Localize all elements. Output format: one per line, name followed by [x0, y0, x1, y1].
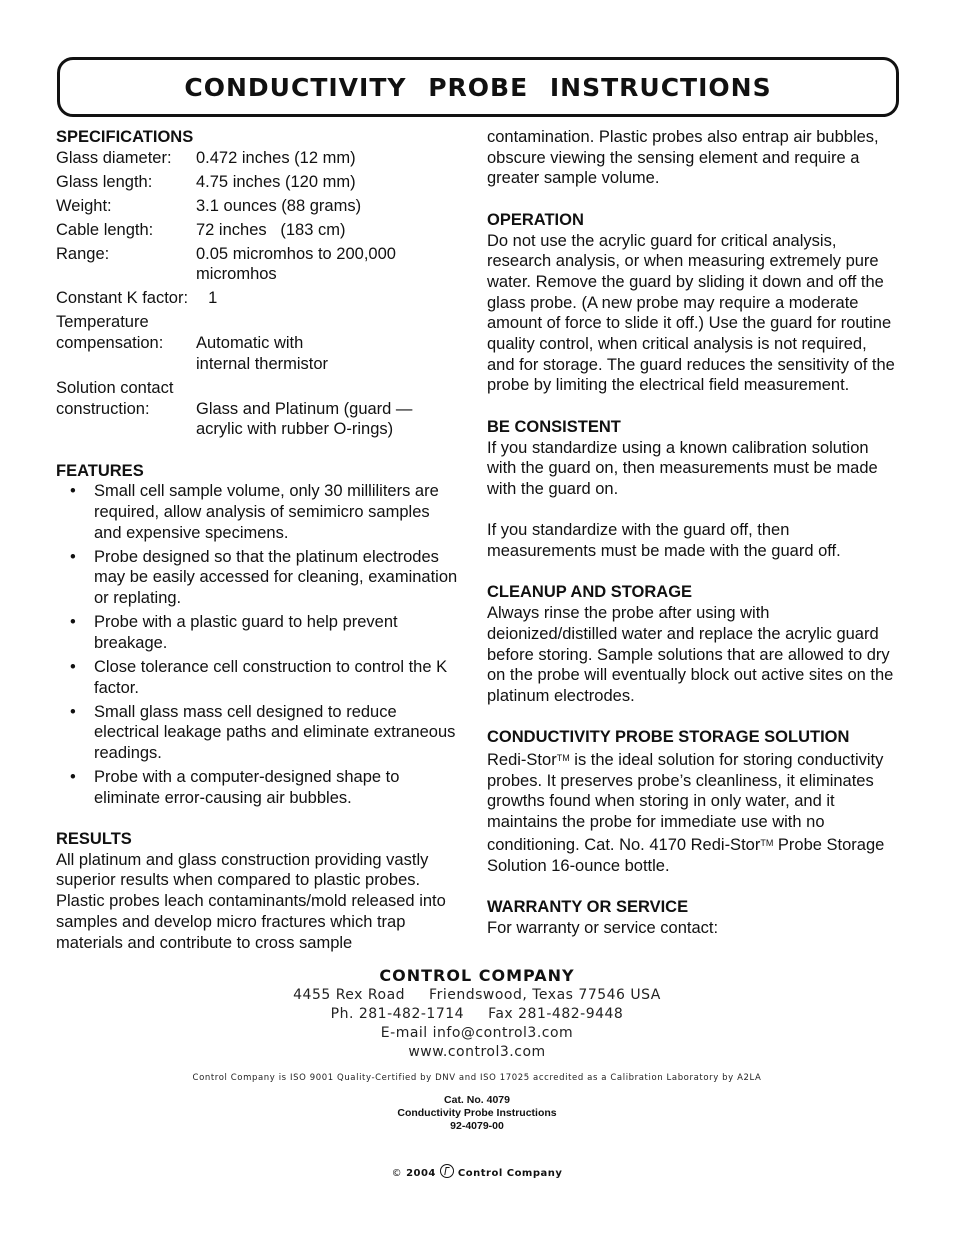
features-section: [56, 461, 460, 809]
spec-cable-length: [56, 220, 460, 241]
list-item: [56, 702, 460, 764]
copyright-symbol: ©: [391, 1168, 403, 1179]
fax: Fax 281-482-9448: [488, 1006, 624, 1022]
spec-label: Range:: [56, 244, 110, 263]
operation-section: [487, 210, 897, 396]
spec-label: Temperature: [56, 313, 149, 332]
trademark: TM: [556, 753, 570, 764]
consistent-heading: BE CONSISTENT: [487, 417, 621, 436]
spec-value: 4.75 inches (120 mm): [196, 172, 356, 191]
email[interactable]: E-mail info@control3.com: [380, 1025, 574, 1041]
feature-text: Probe designed so that the platinum electrodes may be easily accessed for cleaning, examination or replating.: [94, 547, 458, 608]
spec-value: [196, 333, 460, 374]
spec-value: 0.472 inches (12 mm): [196, 148, 356, 167]
results-section: [56, 829, 460, 953]
spec-label: compensation:: [56, 334, 164, 353]
right-column: [487, 127, 897, 938]
iso-statement: Control Company is ISO 9001 Quality-Certified by DNV and ISO 17025 accredited as a Calibration Laboratory by A2LA: [192, 1073, 762, 1083]
spec-glass-diameter: [56, 148, 460, 169]
storage-text-b: Probe Storage Solution 16-ounce bottle.: [487, 835, 885, 875]
feature-text: Small glass mass cell designed to reduce electrical leakage paths and eliminate extraneous readings.: [94, 702, 456, 762]
spec-constant: [56, 288, 460, 309]
list-item: [56, 612, 460, 653]
storage-text-a: is the ideal solution for storing conductivity probes. It preserves probe’s cleanliness, it eliminates growths found when storing in only water, and it maintains the probe for immediate use with no conditioning. Cat. No. 4170 Redi-Stor: [487, 751, 884, 854]
spec-value: 3.1 ounces (88 grams): [196, 196, 362, 215]
copyright-line: [0, 1164, 954, 1179]
specifications-heading: SPECIFICATIONS: [56, 128, 194, 146]
list-item: [56, 547, 460, 609]
operation-text: Do not use the acrylic guard for critical analysis, research analysis, or when measuring extremely pure water. Remove the guard by sliding it down and off the glass probe. (A new probe may require a moderate amount of force to slide it off.) Use the guard for routine quality control, when critical analysis is not required, and for storage. The guard reduces the sensitivity of the probe by limiting the electrical field measurement.: [487, 231, 895, 395]
specifications-section: [56, 127, 460, 440]
spec-value-line: Automatic with: [196, 334, 304, 353]
bullet-icon: •: [70, 547, 76, 566]
list-item: [56, 657, 460, 698]
spec-temperature: [56, 333, 460, 374]
features-heading: FEATURES: [56, 461, 144, 480]
spec-value: Glass and Platinum (guard — acrylic with rubber O-rings): [196, 399, 413, 439]
feature-text: Small cell sample volume, only 30 milliliters are required, allow analysis of semimicro samples and expensive specimens.: [94, 482, 439, 542]
cat-number: Cat. No. 4079: [444, 1094, 510, 1106]
warranty-section: [487, 897, 897, 938]
results-heading: RESULTS: [56, 830, 132, 849]
spec-glass-length: [56, 172, 460, 193]
results-text: All platinum and glass construction providing vastly superior results when compared to plastic probes. Plastic probes leach contaminants/mold released into samples and develop micro fractures which trap materials and contribute to cross sample: [56, 850, 446, 952]
spec-value-line: internal thermistor: [196, 354, 329, 373]
spec-range: [56, 244, 460, 285]
list-item: [56, 767, 460, 808]
cleanup-heading: CLEANUP AND STORAGE: [487, 583, 693, 602]
cleanup-section: [487, 582, 897, 706]
title-banner: [57, 57, 899, 117]
spec-label: construction:: [56, 399, 150, 418]
spec-label: Constant K factor:: [56, 289, 189, 308]
consistent-section: [487, 417, 897, 562]
catalog-block: [0, 1094, 954, 1133]
spec-value: 1: [208, 289, 218, 308]
cleanup-text: Always rinse the probe after using with deionized/distilled water and replace the acrylic guard before storing. Sample solutions that are allowed to dry on the probe will eventually block out active sites on the platinum electrodes.: [487, 604, 894, 705]
feature-text: Probe with a computer-designed shape to eliminate error-causing air bubbles.: [94, 767, 400, 807]
spec-label: Glass length:: [56, 172, 153, 191]
bullet-icon: •: [70, 702, 76, 721]
page-title: CONDUCTIVITY PROBE INSTRUCTIONS: [184, 72, 772, 102]
features-list: [56, 481, 460, 808]
phone-line: [0, 1006, 954, 1022]
city: Friendswood, Texas 77546 USA: [429, 987, 661, 1003]
street: 4455 Rex Road: [293, 987, 406, 1003]
results-text-continued: contamination. Plastic probes also entrap air bubbles, obscure viewing the sensing element and require a greater sample volume.: [487, 128, 879, 188]
spec-label: Cable length:: [56, 220, 154, 239]
consistent-text-2: If you standardize with the guard off, then measurements must be made with the guard off.: [487, 521, 841, 561]
left-column: [56, 127, 460, 953]
spec-label: Weight:: [56, 196, 112, 215]
storage-solution-section: [487, 727, 897, 876]
spec-weight: [56, 196, 460, 217]
list-item: [56, 481, 460, 543]
doc-title: Conductivity Probe Instructions: [397, 1107, 557, 1119]
doc-code: 92-4079-00: [450, 1120, 504, 1132]
copyright-year: 2004: [406, 1168, 436, 1179]
copyright-holder: Control Company: [457, 1168, 563, 1179]
storage-solution-text: [487, 748, 897, 876]
bullet-icon: •: [70, 482, 76, 501]
phone: Ph. 281-482-1714: [330, 1006, 465, 1022]
spec-value: 72 inches (183 cm): [196, 220, 346, 239]
results-continued: [487, 127, 897, 189]
website-link[interactable]: www.control3.com: [408, 1044, 546, 1060]
warranty-heading: WARRANTY OR SERVICE: [487, 897, 689, 916]
trademark: TM: [760, 837, 774, 848]
operation-heading: OPERATION: [487, 210, 584, 229]
feature-text: Close tolerance cell construction to control the K factor.: [94, 657, 448, 697]
bullet-icon: •: [70, 657, 76, 676]
spec-label: Solution contact: [56, 378, 174, 397]
company-name: CONTROL COMPANY: [379, 966, 575, 985]
spec-solution: [56, 399, 460, 440]
spec-value: 0.05 micromhos to 200,000 micromhos: [196, 244, 396, 284]
consistent-text-1: If you standardize using a known calibration solution with the guard on, then measurements must be made with the guard on.: [487, 438, 878, 498]
storage-solution-heading: CONDUCTIVITY PROBE STORAGE SOLUTION: [487, 728, 850, 747]
company-logo-icon: [440, 1164, 454, 1178]
warranty-text: For warranty or service contact:: [487, 918, 719, 937]
bullet-icon: •: [70, 767, 76, 786]
brand-name: Redi-Stor: [487, 751, 557, 770]
spec-label: Glass diameter:: [56, 148, 172, 167]
bullet-icon: •: [70, 613, 76, 632]
feature-text: Probe with a plastic guard to help prevent breakage.: [94, 613, 398, 652]
address-line: [0, 987, 954, 1003]
